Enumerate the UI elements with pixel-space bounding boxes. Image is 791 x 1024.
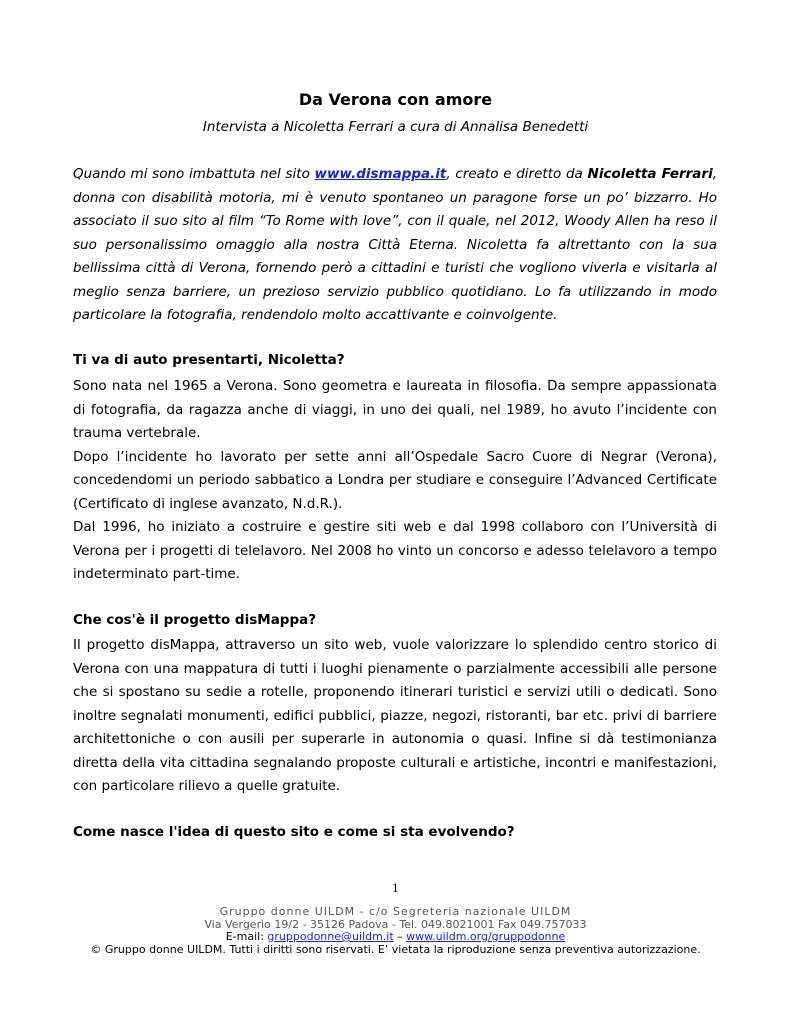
intro-text-3: , donna con disabilità motoria, mi è venuto spontaneo un paragone forse un po’ bizzarro. Ho associato il suo sito al film “To Rome with love”, con il quale, nel 2012, Woody Allen ha reso il suo personalissimo omaggio alla nostra Città Eterna. Nicoletta fa altrettanto con la sua bellissima città di Verona, fornendo però a cittadini e turisti che vogliono viverla e visitarla al meglio senza barriere, un prezioso servizio pubblico quotidiano. Lo fa utilizzando in modo particolare la fotografia, rendendolo molto accattivante e coinvolgente. bbox=[73, 166, 717, 323]
answer-paragraph: Il progetto disMappa, attraverso un sito web, vuole valorizzare lo splendido centro storico di Verona con una mappatura di tutti i luoghi pienamente o parzialmente accessibili alle persone che si spostano su sedie a rotelle, proponendo itinerari turistici e servizi utili o dedicati. Sono inoltre segnalati monumenti, edifici pubblici, piazze, negozi, ristoranti, bar etc. privi di barriere architettoniche o con ausili per superarle in autonomia o quasi. Infine si dà testimonianza diretta della vita cittadina segnalando proposte culturali e artistiche, incontri e manifestazioni, con particolare rilievo a quelle gratuite. bbox=[73, 637, 717, 794]
footer-website-link[interactable]: www.uildm.org/gruppodonne bbox=[406, 930, 566, 943]
question-heading: Come nasce l'idea di questo sito e come si sta evolvendo? bbox=[73, 824, 515, 840]
footer-copyright: © Gruppo donne UILDM. Tutti i diritti sono riservati. E’ vietata la riproduzione senza preventiva autorizzazione. bbox=[90, 942, 701, 956]
question-heading: Che cos'è il progetto disMappa? bbox=[73, 612, 317, 628]
answer-paragraph: Sono nata nel 1965 a Verona. Sono geometra e laureata in filosofia. Da sempre appassionata di fotografia, da ragazza anche di viaggi, in uno dei quali, nel 1989, ho avuto l’incidente con trauma vertebrale. bbox=[73, 378, 717, 441]
answer-paragraph: Dopo l’incidente ho lavorato per sette anni all’Ospedale Sacro Cuore di Negrar (Verona), concedendomi un periodo sabbatico a Londra per studiare e conseguire l’Advanced Certificate (Certificato di inglese avanzato, N.d.R.). bbox=[73, 448, 717, 512]
footer-separator: – bbox=[393, 930, 407, 943]
footer-contacts bbox=[0, 931, 791, 944]
document-subtitle: Intervista a Nicoletta Ferrari a cura di Annalisa Benedetti bbox=[202, 119, 589, 135]
intro-paragraph bbox=[73, 163, 717, 328]
document-title: Da Verona con amore bbox=[298, 90, 493, 109]
footer-organization: Gruppo donne UILDM - c/o Segreteria nazionale UILDM bbox=[219, 905, 572, 918]
page-footer bbox=[0, 906, 791, 956]
intro-text-1: Quando mi sono imbattuta nel sito bbox=[73, 166, 315, 182]
question-heading: Ti va di auto presentarti, Nicoletta? bbox=[73, 352, 345, 368]
answer-block bbox=[73, 634, 717, 799]
footer-email-label: E-mail: bbox=[225, 930, 268, 943]
page-number: 1 bbox=[392, 882, 399, 895]
footer-email-link[interactable]: gruppodonne@uildm.it bbox=[267, 930, 394, 943]
footer-address: Via Vergerio 19/2 - 35126 Padova - Tel. 049.8021001 Fax 049.757033 bbox=[204, 917, 587, 931]
intro-text-2: , creato e diretto da bbox=[446, 166, 588, 182]
interviewee-name: Nicoletta Ferrari bbox=[587, 166, 713, 182]
dismappa-link[interactable]: www.dismappa.it bbox=[314, 166, 447, 182]
answer-block bbox=[73, 375, 717, 587]
answer-paragraph: Dal 1996, ho iniziato a costruire e gestire siti web e dal 1998 collaboro con l’Università di Verona per i progetti di telelavoro. Nel 2008 ho vinto un concorso e adesso telelavoro a tempo indeterminato part-time. bbox=[73, 519, 717, 582]
